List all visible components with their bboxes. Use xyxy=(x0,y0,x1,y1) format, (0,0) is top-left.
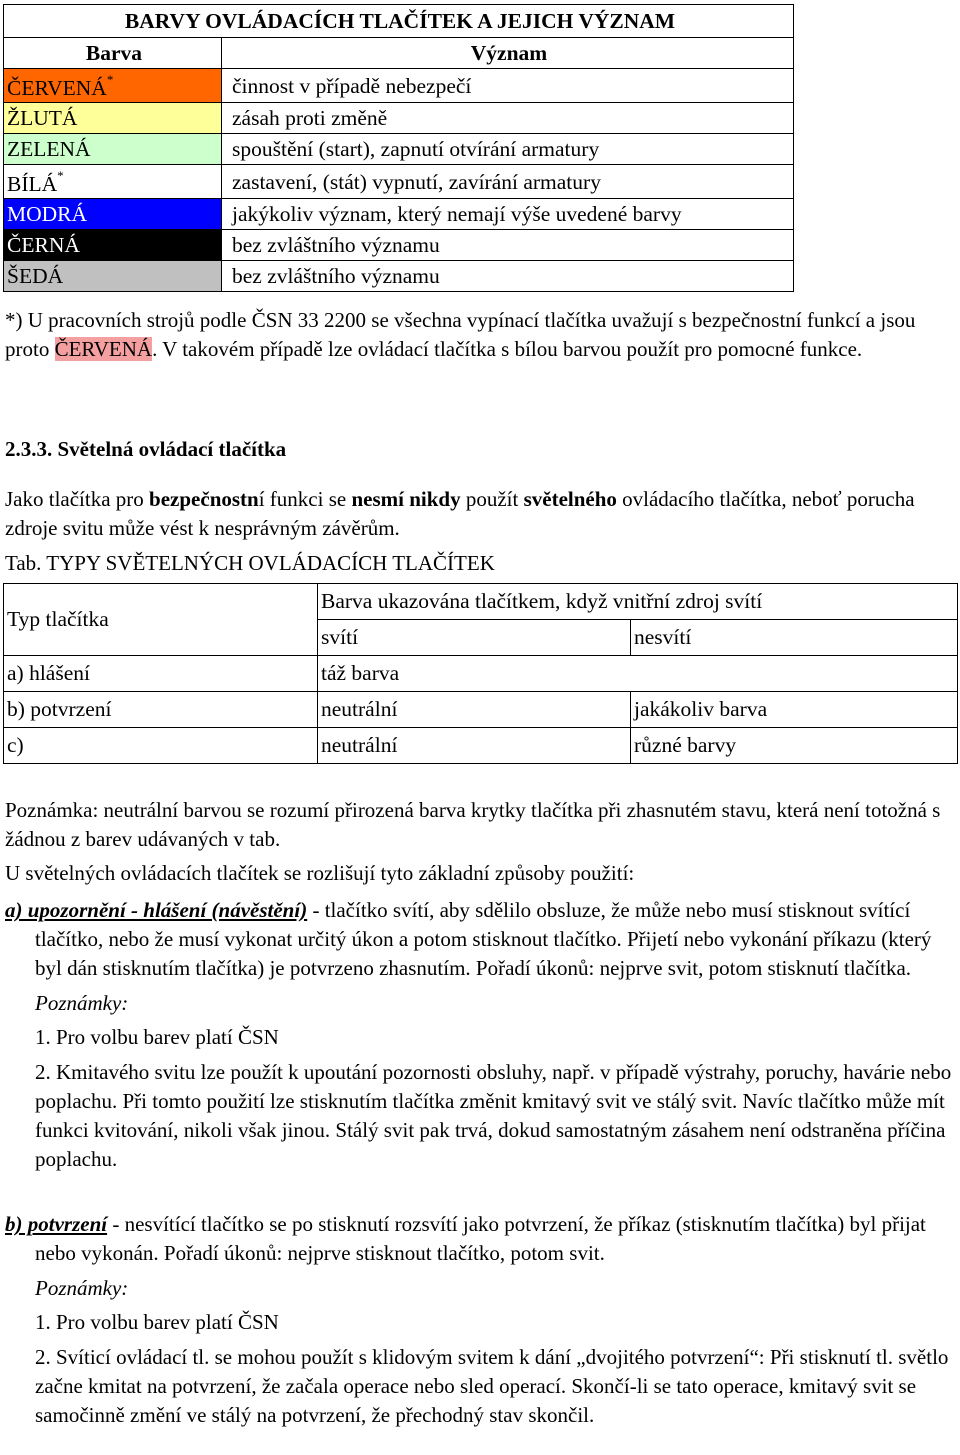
table-row xyxy=(4,656,958,692)
color-name: ČERNÁ xyxy=(7,233,80,258)
color-name: ČERVENÁ xyxy=(7,76,107,101)
item-a-notes-label: Poznámky: xyxy=(35,991,129,1015)
color-cell xyxy=(4,165,222,199)
table-title: BARVY OVLÁDACÍCH TLAČÍTEK A JEJICH VÝZNAM xyxy=(4,5,794,38)
meaning-cell: činnost v případě nebezpečí xyxy=(222,69,794,103)
bold-text: nesmí nikdy xyxy=(351,487,461,511)
color-cell xyxy=(4,230,222,261)
header-off: nesvítí xyxy=(631,620,958,656)
table-row xyxy=(4,692,958,728)
meaning-cell: zásah proti změně xyxy=(222,103,794,134)
note-text: *) U pracovních strojů podle ČSN 33 2200 se všechna vypínací tlačítka uvažují s bezpečnostní funkcí a jsou proto xyxy=(5,308,916,361)
table-row xyxy=(4,165,794,199)
button-colors-table xyxy=(3,4,794,292)
row-on: neutrální xyxy=(318,692,631,728)
bold-text: bezpečnostn xyxy=(149,487,259,511)
table-row xyxy=(4,199,794,230)
header-color-shown: Barva ukazována tlačítkem, když vnitřní zdroj svítí xyxy=(318,584,958,620)
item-a-label: a) upozornění - hlášení (návěstění) xyxy=(5,898,308,922)
item-a xyxy=(5,896,958,1174)
row-type: b) potvrzení xyxy=(4,692,318,728)
row-type: c) xyxy=(4,728,318,764)
bold-text: světelného xyxy=(523,487,617,511)
table-row xyxy=(4,230,794,261)
color-cell xyxy=(4,103,222,134)
item-b-notes-label: Poznámky: xyxy=(35,1276,129,1300)
footnote-star: * xyxy=(57,168,64,184)
section-paragraph xyxy=(5,485,955,543)
text: í funkci se xyxy=(258,487,352,511)
row-off: různé barvy xyxy=(631,728,958,764)
text: ovládacího tlačítka, neboť porucha zdroje svitu může vést k nesprávným závěrům. xyxy=(5,487,915,540)
row-on: táž barva xyxy=(318,656,958,692)
table-row xyxy=(4,134,794,165)
item-a-text: - tlačítko svítí, aby sdělilo obsluze, že může nebo musí stisknout svítící tlačítko, nebo že musí vykonat určitý úkon a potom stisknout tlačítko. Přijetí nebo vykonání příkazu (který byl dán stisknutím tlačítka) je potvrzeno zhasnutím. Pořadí úkonů: nejprve svit, potom stisknutí tlačítka. xyxy=(35,898,932,980)
row-off: jakákoliv barva xyxy=(631,692,958,728)
note-paragraph xyxy=(5,306,955,364)
text: Jako tlačítka pro xyxy=(5,487,150,511)
row-type: a) hlášení xyxy=(4,656,318,692)
item-b xyxy=(5,1210,958,1430)
color-name: ŠEDÁ xyxy=(7,264,64,289)
item-b-text: - nesvítící tlačítko se po stisknutí rozsvítí jako potvrzení, že příkaz (stisknutím tlačítka) byl přijat nebo vykonán. Pořadí úkonů: nejprve stisknout tlačítko, potom svit. xyxy=(35,1212,926,1265)
item-b-label: b) potvrzení xyxy=(5,1212,108,1236)
table-row xyxy=(4,261,794,292)
color-name: MODRÁ xyxy=(7,202,88,227)
note-text-end: . V takovém případě lze ovládací tlačítka s bílou barvou použít pro pomocné funkce. xyxy=(152,337,863,361)
header-on: svítí xyxy=(318,620,631,656)
color-cell xyxy=(4,261,222,292)
item-b-note-2: 2. Svíticí ovládací tl. se mohou použít s klidovým svitem k dání „dvojitého potvrzení“: Při stisknutí tl. světlo začne kmitat na potvrzení, že začala operace nebo sled operací. Skončí-li se tato operace, kmitavý svit se samočinně změní ve stálý na potvrzení, že přechodný stav skončil. xyxy=(35,1345,949,1427)
row-on: neutrální xyxy=(318,728,631,764)
header-meaning: Význam xyxy=(222,38,794,69)
color-name: BÍLÁ xyxy=(7,172,58,197)
table-row xyxy=(4,69,794,103)
meaning-cell: bez zvláštního významu xyxy=(222,230,794,261)
text: použít xyxy=(460,487,524,511)
color-cell xyxy=(4,134,222,165)
color-cell xyxy=(4,69,222,103)
section-heading: 2.3.3. Světelná ovládací tlačítka xyxy=(5,437,287,461)
color-cell xyxy=(4,199,222,230)
highlighted-red-word: ČERVENÁ xyxy=(54,337,153,361)
header-color: Barva xyxy=(4,38,222,69)
table-row xyxy=(4,728,958,764)
meaning-cell: jakýkoliv význam, který nemají výše uvedené barvy xyxy=(222,199,794,230)
meaning-cell: bez zvláštního významu xyxy=(222,261,794,292)
meaning-cell: spouštění (start), zapnutí otvírání armatury xyxy=(222,134,794,165)
color-name: ŽLUTÁ xyxy=(7,106,78,131)
header-type: Typ tlačítka xyxy=(4,584,318,656)
item-b-note-1: 1. Pro volbu barev platí ČSN xyxy=(35,1310,279,1334)
light-button-types-table xyxy=(3,583,958,764)
color-name: ZELENÁ xyxy=(7,137,91,162)
item-a-note-1: 1. Pro volbu barev platí ČSN xyxy=(35,1025,279,1049)
footnote-star: * xyxy=(106,72,114,87)
intro-paragraph: U světelných ovládacích tlačítek se rozlišují tyto základní způsoby použití: xyxy=(5,861,635,885)
table-row xyxy=(4,103,794,134)
meaning-cell: zastavení, (stát) vypnutí, zavírání armatury xyxy=(222,165,794,199)
table-caption: Tab. TYPY SVĚTELNÝCH OVLÁDACÍCH TLAČÍTEK xyxy=(5,551,495,575)
note-neutral: Poznámka: neutrální barvou se rozumí přirozená barva krytky tlačítka při zhasnutém stavu, která není totožná s žádnou z barev udávaných v tab. xyxy=(5,798,941,851)
item-a-note-2: 2. Kmitavého svitu lze použít k upoutání pozornosti obsluhy, např. v případě výstrahy, poruchy, havárie nebo poplachu. Při tomto použití lze stisknutím tlačítka změnit kmitavý svit ve stálý svit. Navíc tlačítko může mít funkci kvitování, nikoli však jinou. Stálý svit pak trvá, dokud samostatným zásahem není odstraněna příčina poplachu. xyxy=(35,1060,952,1171)
